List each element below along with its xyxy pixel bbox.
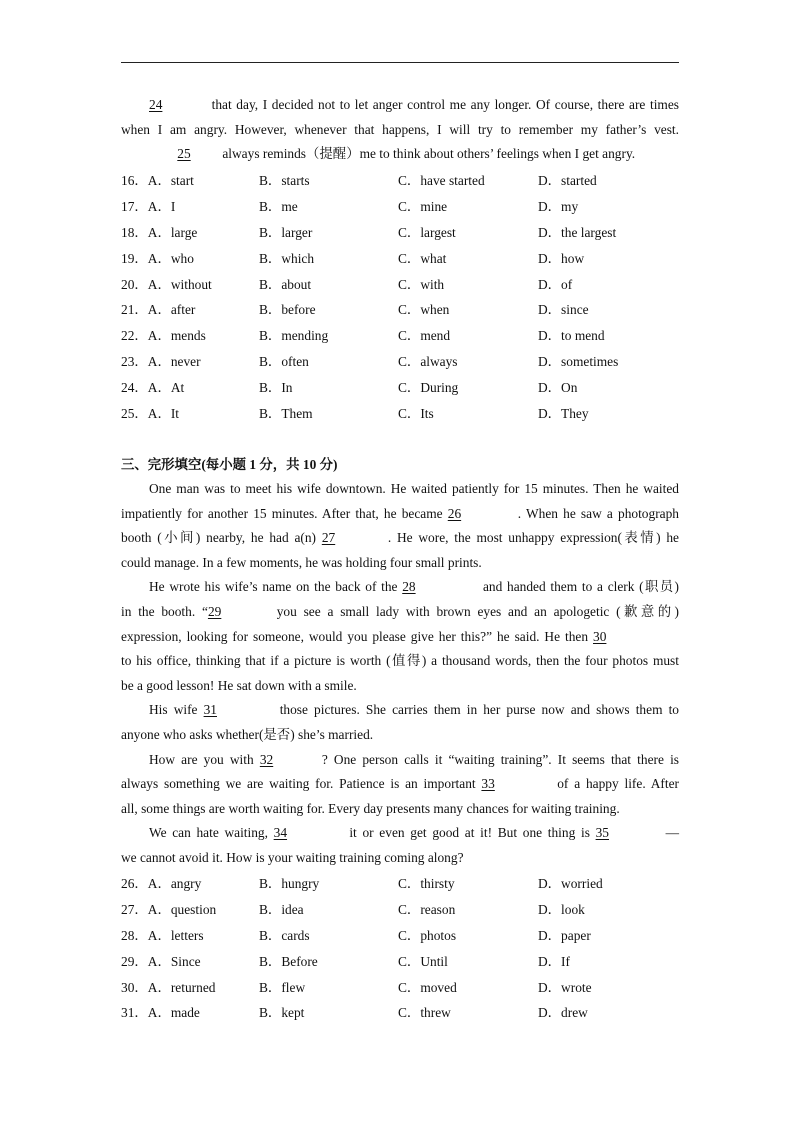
question-options-row [121,222,681,248]
passage-text: that day, I decided not to let anger control me any longer. Of course, there are times [207,97,679,112]
passage-line [121,551,679,576]
option-b[interactable]: B．larger [259,224,313,240]
option-c[interactable]: C．what [398,250,447,266]
answer-blank-34[interactable]: 34 [273,825,288,841]
option-d[interactable]: D．how [538,250,585,266]
answer-blank-24[interactable]: 24 [149,97,163,112]
option-b[interactable]: B．kept [259,1005,305,1021]
option-b[interactable]: B．me [259,198,298,214]
option-d[interactable]: D．look [538,901,585,917]
passage-text: be a good lesson! He sat down with a smile. [121,677,357,693]
option-d[interactable]: D．If [538,953,570,969]
passage-text: it or even get good at it! But one thing is [343,825,596,841]
option-c[interactable]: C．Its [398,406,434,422]
passage-text: you see a small lady with brown eyes and an apologetic (歉意的) [269,603,679,619]
question-number-and-option-a[interactable]: 27．A．question [121,901,217,917]
passage-text: He wrote his wife’s name on the back of the [149,579,403,595]
option-d[interactable]: D．wrote [538,979,592,995]
option-c[interactable]: C．threw [398,1005,451,1021]
answer-blank-27[interactable]: 27 [321,530,336,546]
option-b[interactable]: B．In [259,380,293,396]
passage-text: booth (小间) nearby, he had a(n) [121,530,322,546]
option-c[interactable]: C．with [398,276,445,292]
question-number-and-option-a[interactable]: 16．A．start [121,173,194,188]
option-c[interactable]: C．largest [398,224,456,240]
option-c[interactable]: C．mend [398,328,451,344]
passage-line [121,625,679,650]
option-d[interactable]: D．started [538,173,597,188]
passage-line [121,477,679,502]
passage-text: of a happy life. After [551,776,679,792]
passage-text: and handed them to a clerk (职员) [478,579,679,595]
top-passage [121,93,679,167]
passage-line [121,575,679,600]
passage-line [121,723,679,748]
answer-blank-29[interactable]: 29 [207,603,222,619]
option-d[interactable]: D．since [538,302,589,318]
question-options-row [121,325,681,351]
passage-text: always reminds（提醒）me to think about others’ feelings when I get angry. [219,146,636,162]
passage-line [121,502,679,527]
passage-line [121,772,679,797]
question-number-and-option-a[interactable]: 22．A．mends [121,328,206,344]
answer-blank-32[interactable]: 32 [259,751,274,767]
option-d[interactable]: D．sometimes [538,354,619,370]
option-c[interactable]: C．always [398,354,458,370]
option-d[interactable]: D．my [538,198,579,214]
option-b[interactable]: B．which [259,250,315,266]
passage-text: We can hate waiting, [149,825,274,841]
option-b[interactable]: B．about [259,276,312,292]
option-b[interactable]: B．Before [259,953,318,969]
option-b[interactable]: B．often [259,354,309,370]
passage-line [121,674,679,699]
option-d[interactable]: D．On [538,380,578,396]
passage-text: all, some things are worth waiting for. Every day presents many chances for waiting training. [121,800,620,816]
question-options-row [121,925,681,951]
passage-line [121,821,679,846]
question-number-and-option-a[interactable]: 30．A．returned [121,979,216,995]
option-d[interactable]: D．drew [538,1005,588,1021]
question-options-row [121,248,681,274]
option-d[interactable]: D．paper [538,927,591,943]
option-c[interactable]: C．During [398,380,459,396]
header-rule [121,62,679,63]
option-c[interactable]: C．thirsty [398,876,455,891]
passage-line [121,142,679,167]
passage-text: expression, looking for someone, would you please give her this?” he said. He then [121,628,593,644]
option-b[interactable]: B．mending [259,328,329,344]
answer-blank-28[interactable]: 28 [402,579,416,595]
question-options-row [121,899,681,925]
question-options-row [121,377,681,403]
answer-blank-26[interactable]: 26 [447,505,462,521]
question-number-and-option-a[interactable]: 29．A．Since [121,953,201,969]
answer-blank-31[interactable]: 31 [203,702,217,718]
option-b[interactable]: B．hungry [259,876,320,891]
option-d[interactable]: D．to mend [538,328,605,344]
option-d[interactable]: D．of [538,276,573,292]
option-c[interactable]: C．when [398,302,450,318]
passage-text: — [665,825,679,841]
passage-text: How are you with [149,751,260,767]
passage-text: we cannot avoid it. How is your waiting training coming along? [121,849,464,865]
question-options-row [121,1002,681,1028]
passage-line [121,698,679,723]
answer-blank-33[interactable]: 33 [481,776,495,792]
question-options-row [121,951,681,977]
passage-text: . When he saw a photograph [517,505,679,521]
options-list-16-25 [121,170,681,429]
passage-line [121,748,679,773]
question-options-row [121,274,681,300]
question-number-and-option-a[interactable]: 17．A．I [121,198,176,214]
question-number-and-option-a[interactable]: 26．A．angry [121,876,202,891]
option-b[interactable]: B．cards [259,927,310,943]
passage-line [121,93,679,118]
question-options-row [121,196,681,222]
option-b[interactable]: B．flew [259,979,306,995]
option-c[interactable]: C．moved [398,979,457,995]
passage-text: ? One person calls it “waiting training”. It seems that there is [321,751,679,767]
question-number-and-option-a[interactable]: 24．A．At [121,380,185,396]
question-number-and-option-a[interactable]: 18．A．large [121,224,198,240]
passage-line [121,118,679,143]
question-number-and-option-a[interactable]: 25．A．It [121,406,180,422]
passage-text: anyone who asks whether(是否) she’s married. [121,726,374,742]
passage-line [121,649,679,674]
question-options-row [121,873,681,899]
question-number-and-option-a[interactable]: 20．A．without [121,276,212,292]
option-c[interactable]: C．Until [398,953,448,969]
passage-line [121,846,679,871]
passage-text: when I am angry. However, whenever that happens, I will try to remember my father’s vest. [121,121,679,137]
passage-line [121,526,679,551]
option-c[interactable]: C．have started [398,173,485,188]
question-number-and-option-a[interactable]: 31．A．made [121,1005,200,1021]
option-b[interactable]: B．starts [259,173,310,188]
option-d[interactable]: D．They [538,406,589,422]
option-c[interactable]: C．reason [398,901,456,917]
passage-text: those pictures. She carries them in her purse now and shows them to [273,702,679,718]
section-heading: 三、完形填空(每小题 1 分，共 10 分) [121,457,338,472]
cloze-passage [121,477,679,871]
passage-text: . He wore, the most unhappy expression(表情) he [387,530,679,546]
passage-line [121,797,679,822]
answer-blank-30[interactable]: 30 [593,628,607,644]
question-options-row [121,403,681,429]
passage-text: impatiently for another 15 minutes. After that, he became [121,505,448,521]
options-list-26-31 [121,873,681,1028]
passage-line [121,600,679,625]
option-b[interactable]: B．before [259,302,316,318]
question-options-row [121,170,681,196]
option-b[interactable]: B．idea [259,901,304,917]
passage-text: always something we are waiting for. Patience is an important [121,776,482,792]
passage-text: in the booth. “ [121,603,208,619]
question-number-and-option-a[interactable]: 19．A．who [121,250,194,266]
answer-blank-25[interactable]: 25 [177,146,191,162]
question-options-row [121,351,681,377]
passage-text: to his office, thinking that if a picture is worth (值得) a thousand words, then the four photos must [121,653,679,669]
question-options-row [121,977,681,1003]
passage-text: could manage. In a few moments, he was holding four small prints. [121,554,482,570]
question-options-row [121,299,681,325]
option-d[interactable]: D．worried [538,876,603,891]
option-c[interactable]: C．mine [398,198,448,214]
question-number-and-option-a[interactable]: 23．A．never [121,354,201,370]
option-d[interactable]: D．the largest [538,224,617,240]
passage-text: His wife [149,702,204,718]
passage-text: One man was to meet his wife downtown. He waited patiently for 15 minutes. Then he waited [149,481,679,496]
question-number-and-option-a[interactable]: 21．A．after [121,302,196,318]
option-c[interactable]: C．photos [398,927,457,943]
option-b[interactable]: B．Them [259,406,313,422]
answer-blank-35[interactable]: 35 [595,825,609,841]
question-number-and-option-a[interactable]: 28．A．letters [121,927,204,943]
